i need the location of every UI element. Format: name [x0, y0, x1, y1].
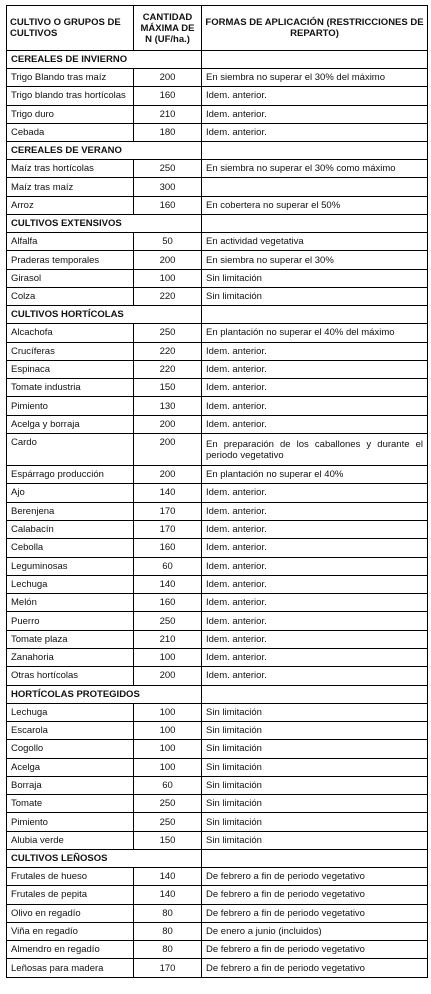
- table-row: [7, 251, 428, 269]
- section-empty-cell: [202, 215, 428, 233]
- table-row: [7, 667, 428, 685]
- table-row: [7, 415, 428, 433]
- crop-cell: Tomate: [7, 795, 134, 813]
- method-cell: De febrero a fin de periodo vegetativo: [202, 959, 428, 977]
- method-cell: Idem. anterior.: [202, 105, 428, 123]
- method-cell: Idem. anterior.: [202, 612, 428, 630]
- quantity-cell: 250: [134, 160, 202, 178]
- header-quantity: CANTIDAD MÁXIMA DE N (UF/ha.): [134, 6, 202, 51]
- crop-cell: Acelga y borraja: [7, 415, 134, 433]
- quantity-cell: 130: [134, 397, 202, 415]
- section-header-row: [7, 142, 428, 160]
- method-cell: Idem. anterior.: [202, 520, 428, 538]
- method-cell: De enero a junio (incluidos): [202, 922, 428, 940]
- method-cell: En preparación de los caballones y durante el periodo vegetativo: [202, 434, 428, 466]
- crop-cell: Praderas temporales: [7, 251, 134, 269]
- table-row: [7, 105, 428, 123]
- method-cell: En siembra no superar el 30%: [202, 251, 428, 269]
- quantity-cell: 100: [134, 649, 202, 667]
- quantity-cell: 170: [134, 959, 202, 977]
- method-cell: Sin limitación: [202, 269, 428, 287]
- table-row: [7, 87, 428, 105]
- method-cell: Idem. anterior.: [202, 379, 428, 397]
- quantity-cell: 80: [134, 922, 202, 940]
- method-cell: Idem. anterior.: [202, 575, 428, 593]
- table-row: [7, 612, 428, 630]
- table-body: [7, 51, 428, 978]
- quantity-cell: 100: [134, 703, 202, 721]
- crop-cell: Trigo blando tras hortícolas: [7, 87, 134, 105]
- quantity-cell: 170: [134, 520, 202, 538]
- crop-cell: Puerro: [7, 612, 134, 630]
- method-cell: Sin limitación: [202, 740, 428, 758]
- table-row: [7, 324, 428, 342]
- quantity-cell: 210: [134, 105, 202, 123]
- quantity-cell: 100: [134, 721, 202, 739]
- quantity-cell: 80: [134, 904, 202, 922]
- crop-cell: Cardo: [7, 434, 134, 466]
- section-header-row: [7, 51, 428, 69]
- method-cell: De febrero a fin de periodo vegetativo: [202, 941, 428, 959]
- section-header-row: [7, 215, 428, 233]
- table-row: [7, 557, 428, 575]
- method-cell: Idem. anterior.: [202, 502, 428, 520]
- table-row: [7, 69, 428, 87]
- crop-cell: Tomate plaza: [7, 630, 134, 648]
- table-row: [7, 594, 428, 612]
- crop-cell: Calabacín: [7, 520, 134, 538]
- table-row: [7, 922, 428, 940]
- table-row: [7, 360, 428, 378]
- method-cell: Idem. anterior.: [202, 87, 428, 105]
- quantity-cell: 200: [134, 251, 202, 269]
- quantity-cell: 200: [134, 667, 202, 685]
- quantity-cell: 100: [134, 758, 202, 776]
- method-cell: Idem. anterior.: [202, 649, 428, 667]
- quantity-cell: 140: [134, 867, 202, 885]
- crop-cell: Espinaca: [7, 360, 134, 378]
- table-row: [7, 813, 428, 831]
- crop-cell: Zanahoria: [7, 649, 134, 667]
- table-row: [7, 904, 428, 922]
- method-cell: Idem. anterior.: [202, 342, 428, 360]
- crop-cell: Frutales de hueso: [7, 867, 134, 885]
- table-row: [7, 959, 428, 977]
- crop-cell: Pimiento: [7, 813, 134, 831]
- document-page: [6, 5, 427, 978]
- quantity-cell: 160: [134, 594, 202, 612]
- method-cell: En plantación no superar el 40%: [202, 466, 428, 484]
- method-cell: En actividad vegetativa: [202, 233, 428, 251]
- quantity-cell: 220: [134, 342, 202, 360]
- crop-cell: Viña en regadío: [7, 922, 134, 940]
- table-row: [7, 502, 428, 520]
- crop-cell: Cebolla: [7, 539, 134, 557]
- table-row: [7, 520, 428, 538]
- method-cell: Idem. anterior.: [202, 667, 428, 685]
- section-empty-cell: [202, 685, 428, 703]
- quantity-cell: 210: [134, 630, 202, 648]
- quantity-cell: 200: [134, 434, 202, 466]
- crop-cell: Lechuga: [7, 703, 134, 721]
- table-row: [7, 178, 428, 196]
- method-cell: Idem. anterior.: [202, 630, 428, 648]
- crop-cell: Olivo en regadío: [7, 904, 134, 922]
- crop-cell: Alubia verde: [7, 831, 134, 849]
- method-cell: Sin limitación: [202, 287, 428, 305]
- crop-cell: Trigo Blando tras maíz: [7, 69, 134, 87]
- table-row: [7, 466, 428, 484]
- crop-cell: Alcachofa: [7, 324, 134, 342]
- quantity-cell: 200: [134, 415, 202, 433]
- quantity-cell: 200: [134, 466, 202, 484]
- table-row: [7, 123, 428, 141]
- method-cell: Idem. anterior.: [202, 539, 428, 557]
- crop-cell: Otras hortícolas: [7, 667, 134, 685]
- quantity-cell: 220: [134, 360, 202, 378]
- quantity-cell: 250: [134, 324, 202, 342]
- method-cell: De febrero a fin de periodo vegetativo: [202, 867, 428, 885]
- crop-cell: Frutales de pepita: [7, 886, 134, 904]
- method-cell: En siembra no superar el 30% del máximo: [202, 69, 428, 87]
- crop-cell: Acelga: [7, 758, 134, 776]
- nitrogen-limits-table: [6, 5, 428, 978]
- table-row: [7, 233, 428, 251]
- crop-cell: Berenjena: [7, 502, 134, 520]
- method-cell: Idem. anterior.: [202, 123, 428, 141]
- table-row: [7, 379, 428, 397]
- method-cell: En plantación no superar el 40% del máximo: [202, 324, 428, 342]
- table-row: [7, 575, 428, 593]
- quantity-cell: 250: [134, 813, 202, 831]
- quantity-cell: 160: [134, 196, 202, 214]
- table-row: [7, 941, 428, 959]
- crop-cell: Leguminosas: [7, 557, 134, 575]
- crop-cell: Lechuga: [7, 575, 134, 593]
- crop-cell: Maíz tras hortícolas: [7, 160, 134, 178]
- quantity-cell: 300: [134, 178, 202, 196]
- method-cell: Idem. anterior.: [202, 594, 428, 612]
- section-title: CULTIVOS LEÑOSOS: [7, 849, 202, 867]
- table-row: [7, 630, 428, 648]
- crop-cell: Almendro en regadío: [7, 941, 134, 959]
- section-title: CEREALES DE INVIERNO: [7, 51, 202, 69]
- method-cell: Sin limitación: [202, 813, 428, 831]
- quantity-cell: 60: [134, 557, 202, 575]
- method-cell: Idem. anterior.: [202, 557, 428, 575]
- method-cell: Idem. anterior.: [202, 397, 428, 415]
- quantity-cell: 250: [134, 795, 202, 813]
- table-row: [7, 831, 428, 849]
- table-row: [7, 721, 428, 739]
- table-row: [7, 196, 428, 214]
- quantity-cell: 140: [134, 886, 202, 904]
- table-row: [7, 703, 428, 721]
- quantity-cell: 180: [134, 123, 202, 141]
- quantity-cell: 170: [134, 502, 202, 520]
- section-empty-cell: [202, 142, 428, 160]
- crop-cell: Girasol: [7, 269, 134, 287]
- table-row: [7, 287, 428, 305]
- table-header-row: [7, 6, 428, 51]
- quantity-cell: 100: [134, 269, 202, 287]
- quantity-cell: 200: [134, 69, 202, 87]
- quantity-cell: 140: [134, 484, 202, 502]
- method-cell: Idem. anterior.: [202, 484, 428, 502]
- table-row: [7, 484, 428, 502]
- method-cell: En siembra no superar el 30% como máximo: [202, 160, 428, 178]
- section-header-row: [7, 306, 428, 324]
- quantity-cell: 100: [134, 740, 202, 758]
- method-cell: Sin limitación: [202, 721, 428, 739]
- crop-cell: Tomate industria: [7, 379, 134, 397]
- table-row: [7, 342, 428, 360]
- table-row: [7, 776, 428, 794]
- crop-cell: Cogollo: [7, 740, 134, 758]
- table-row: [7, 795, 428, 813]
- section-title: CEREALES DE VERANO: [7, 142, 202, 160]
- crop-cell: Arroz: [7, 196, 134, 214]
- quantity-cell: 60: [134, 776, 202, 794]
- crop-cell: Cebada: [7, 123, 134, 141]
- section-header-row: [7, 685, 428, 703]
- header-method: FORMAS DE APLICACIÓN (RESTRICCIONES DE REPARTO): [202, 6, 428, 51]
- quantity-cell: 150: [134, 379, 202, 397]
- section-header-row: [7, 849, 428, 867]
- table-row: [7, 649, 428, 667]
- quantity-cell: 150: [134, 831, 202, 849]
- method-cell: Idem. anterior.: [202, 360, 428, 378]
- table-row: [7, 867, 428, 885]
- crop-cell: Melón: [7, 594, 134, 612]
- method-cell: Sin limitación: [202, 795, 428, 813]
- quantity-cell: 160: [134, 539, 202, 557]
- method-cell: En cobertera no superar el 50%: [202, 196, 428, 214]
- section-empty-cell: [202, 306, 428, 324]
- crop-cell: Escarola: [7, 721, 134, 739]
- section-empty-cell: [202, 849, 428, 867]
- section-title: HORTÍCOLAS PROTEGIDOS: [7, 685, 202, 703]
- table-row: [7, 269, 428, 287]
- method-cell: Sin limitación: [202, 758, 428, 776]
- quantity-cell: 140: [134, 575, 202, 593]
- crop-cell: Leñosas para madera: [7, 959, 134, 977]
- table-row: [7, 740, 428, 758]
- table-row: [7, 434, 428, 466]
- crop-cell: Alfalfa: [7, 233, 134, 251]
- quantity-cell: 220: [134, 287, 202, 305]
- crop-cell: Colza: [7, 287, 134, 305]
- crop-cell: Espárrago producción: [7, 466, 134, 484]
- method-cell: De febrero a fin de periodo vegetativo: [202, 886, 428, 904]
- quantity-cell: 160: [134, 87, 202, 105]
- method-cell: Sin limitación: [202, 831, 428, 849]
- method-cell: Sin limitación: [202, 703, 428, 721]
- crop-cell: Ajo: [7, 484, 134, 502]
- section-title: CULTIVOS EXTENSIVOS: [7, 215, 202, 233]
- table-row: [7, 539, 428, 557]
- quantity-cell: 250: [134, 612, 202, 630]
- quantity-cell: 50: [134, 233, 202, 251]
- method-cell: De febrero a fin de periodo vegetativo: [202, 904, 428, 922]
- method-cell: Sin limitación: [202, 776, 428, 794]
- section-empty-cell: [202, 51, 428, 69]
- table-row: [7, 397, 428, 415]
- table-row: [7, 886, 428, 904]
- header-crop: CULTIVO O GRUPOS DE CULTIVOS: [7, 6, 134, 51]
- crop-cell: Borraja: [7, 776, 134, 794]
- crop-cell: Pimiento: [7, 397, 134, 415]
- crop-cell: Trigo duro: [7, 105, 134, 123]
- method-cell: [202, 178, 428, 196]
- quantity-cell: 80: [134, 941, 202, 959]
- method-cell: Idem. anterior.: [202, 415, 428, 433]
- table-row: [7, 160, 428, 178]
- crop-cell: Crucíferas: [7, 342, 134, 360]
- section-title: CULTIVOS HORTÍCOLAS: [7, 306, 202, 324]
- table-row: [7, 758, 428, 776]
- crop-cell: Maíz tras maíz: [7, 178, 134, 196]
